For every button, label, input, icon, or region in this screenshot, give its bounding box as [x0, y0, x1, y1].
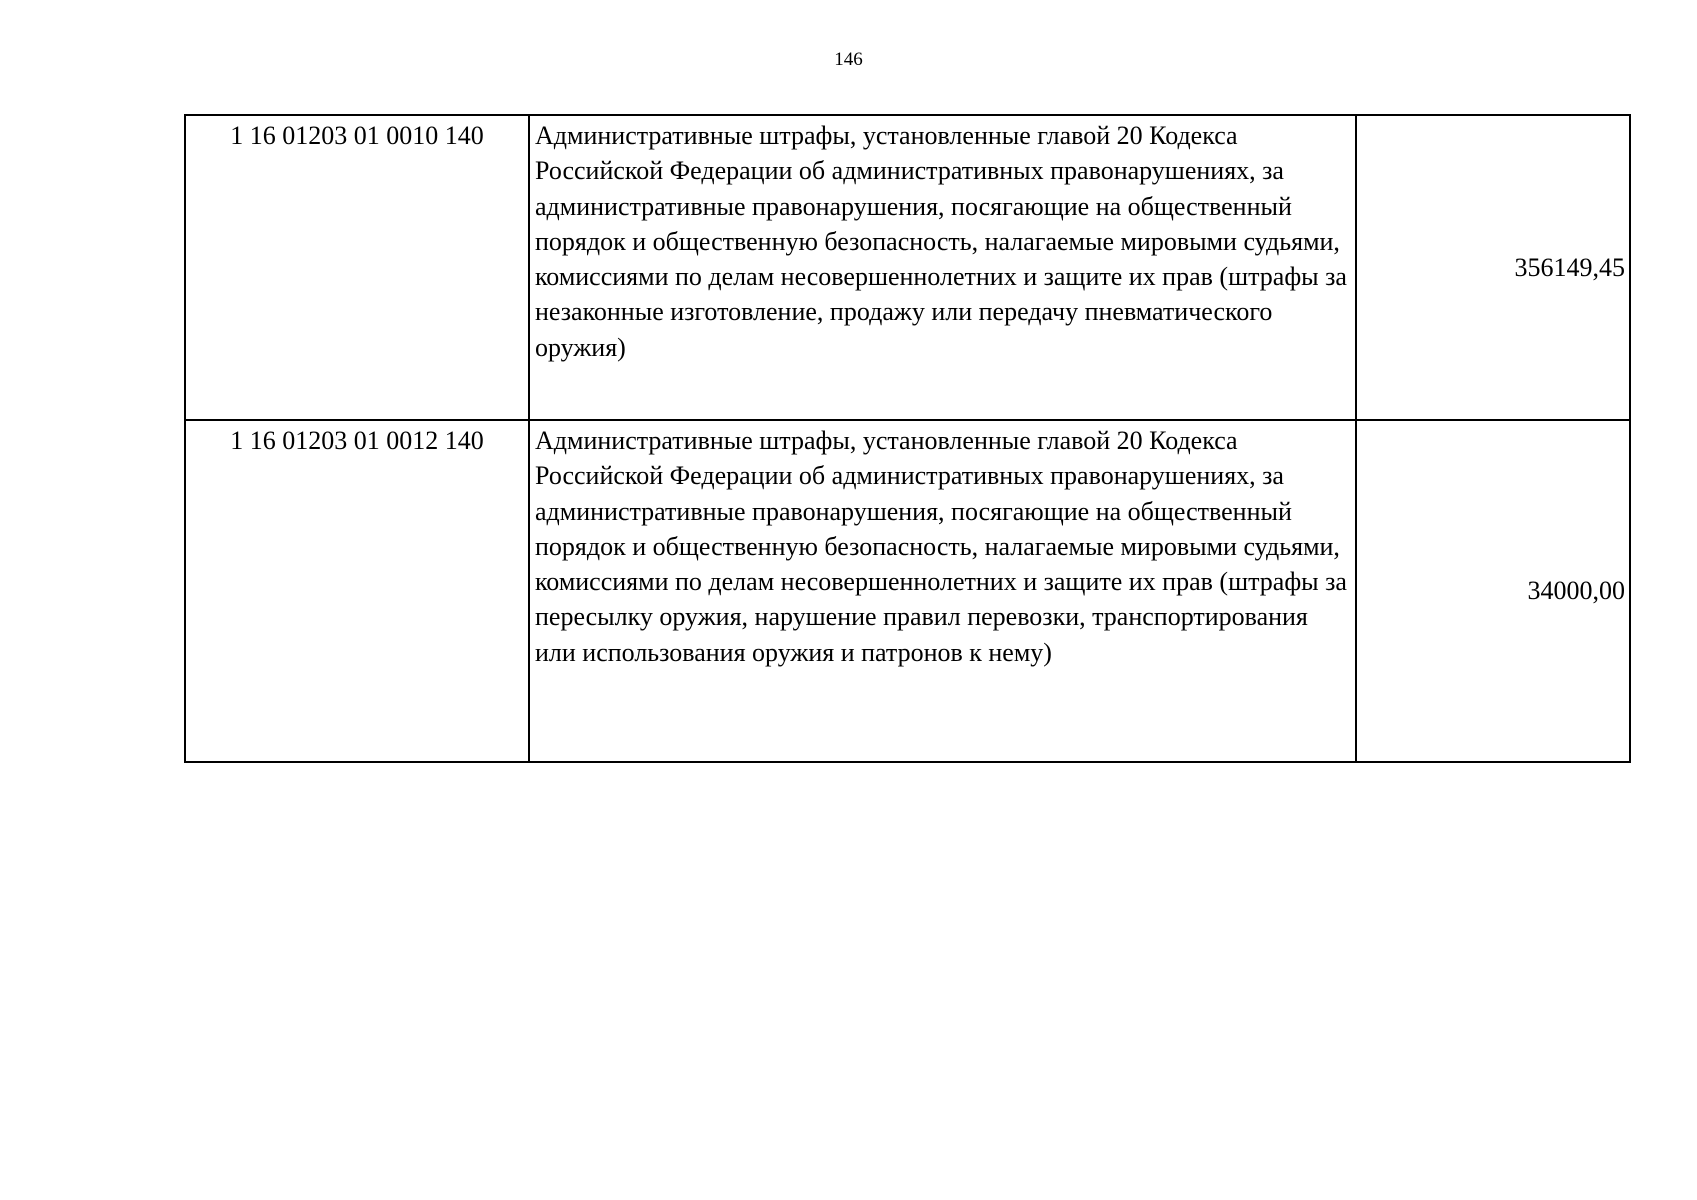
classification-code-cell: 1 16 01203 01 0010 140: [185, 115, 529, 420]
table-row: [185, 420, 1630, 762]
description-cell: Административные штрафы, установленные главой 20 Кодекса Российской Федерации об административных правонарушениях, за административные правонарушения, посягающие на общественный порядок и общественную безопасность, налагаемые мировыми судьями, комиссиями по делам несовершеннолетних и защите их прав (штрафы за незаконные изготовление, продажу или передачу пневматического оружия): [529, 115, 1356, 420]
classification-code-cell: 1 16 01203 01 0012 140: [185, 420, 529, 762]
budget-table: [184, 114, 1631, 763]
table-row: [185, 115, 1630, 420]
amount-cell: 34000,00: [1356, 420, 1630, 762]
amount-cell: 356149,45: [1356, 115, 1630, 420]
description-cell: Административные штрафы, установленные главой 20 Кодекса Российской Федерации об административных правонарушениях, за административные правонарушения, посягающие на общественный порядок и общественную безопасность, налагаемые мировыми судьями, комиссиями по делам несовершеннолетних и защите их прав (штрафы за пересылку оружия, нарушение правил перевозки, транспортирования или использования оружия и патронов к нему): [529, 420, 1356, 762]
page-number: 146: [834, 49, 863, 70]
